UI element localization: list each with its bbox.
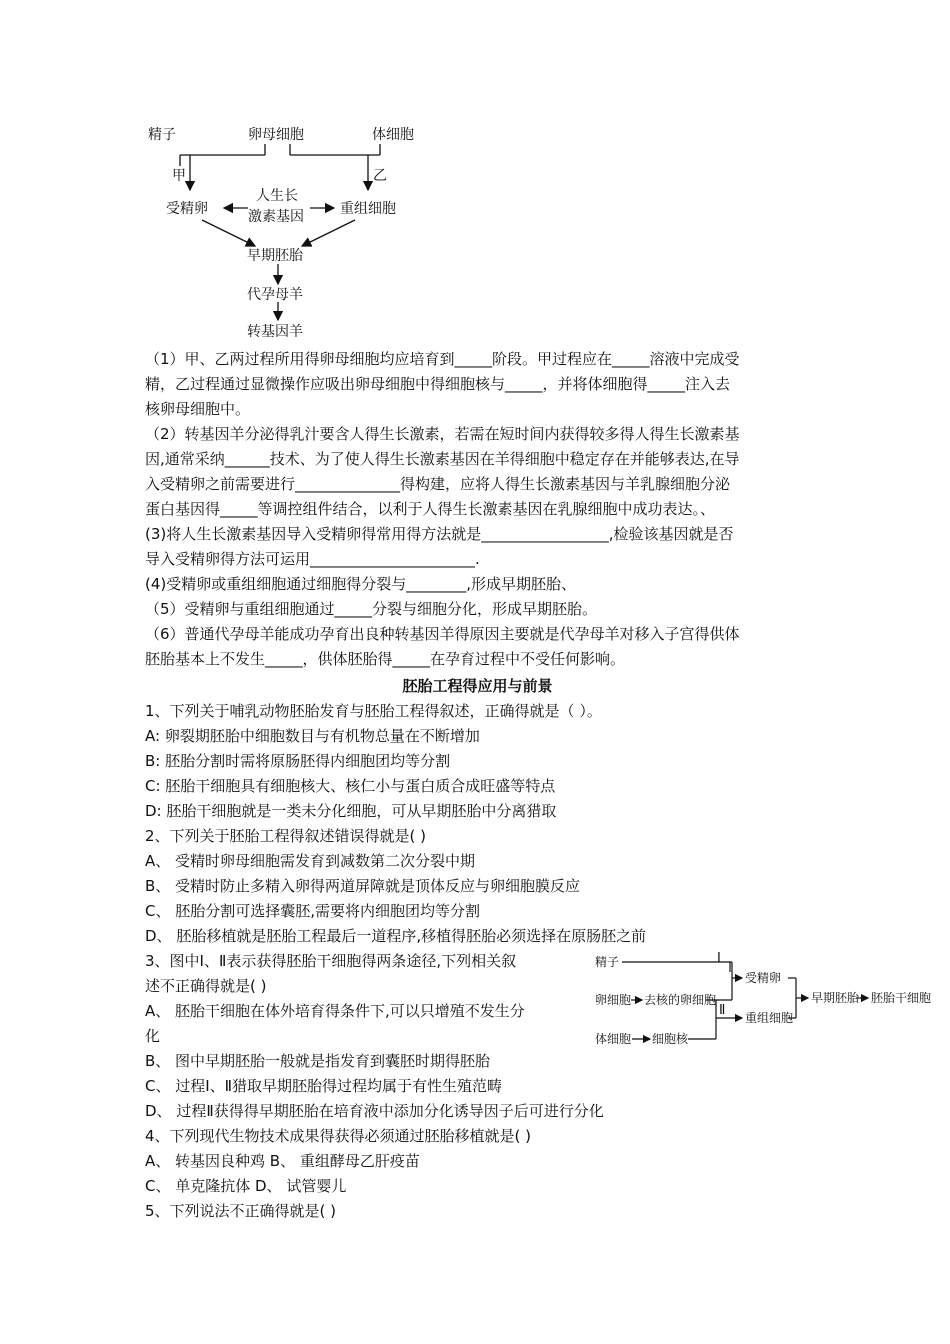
label-oocyte: 卵细胞: [595, 993, 632, 1007]
mcq-line: A、 胚胎干细胞在体外培育得条件下,可以只增殖不发生分: [145, 1002, 525, 1020]
mcq-line: B: 胚胎分割时需将原肠胚得内细胞团均等分割: [145, 752, 451, 770]
label-path-2: Ⅱ: [719, 1003, 726, 1018]
question-line: （5）受精卵与重组细胞通过_____分裂与细胞分化，形成早期胚胎。: [145, 600, 598, 618]
label-fertilized: 受精卵: [745, 971, 782, 985]
label-transgenic: 转基因羊: [247, 324, 303, 340]
mcq-line: 化: [145, 1027, 161, 1045]
mcq-line: 5、下列说法不正确得就是( ): [145, 1202, 337, 1220]
mcq-line: A: 卵裂期胚胎中细胞数目与有机物总量在不断增加: [145, 727, 480, 745]
question-line: (3)将人生长激素基因导入受精卵得常用得方法就是_________________,检验该基因就是否: [145, 525, 734, 543]
label-sperm: 精子: [148, 127, 176, 143]
label-fertilized-egg: 受精卵: [166, 201, 208, 217]
label-gene-1: 人生长: [256, 188, 298, 204]
question-line: 入受精卵之前需要进行______________得构建，应将人得生长激素基因与羊乳腺细胞分泌: [145, 475, 731, 493]
label-somatic: 体细胞: [595, 1032, 632, 1046]
mcq-line: 述不正确得就是( ): [145, 977, 267, 995]
mcq-line: 1、下列关于哺乳动物胚胎发育与胚胎工程得叙述，正确得就是（ ）。: [145, 702, 602, 720]
mcq-line: C、 胚胎分割可选择囊胚,需要将内细胞团均等分割: [145, 902, 481, 920]
transgenic-sheep-diagram: [140, 118, 440, 350]
question-line: 导入受精卵得方法可运用______________________.: [145, 550, 480, 568]
label-yi: 乙: [373, 168, 387, 184]
label-reconstructed: 重组细胞: [745, 1011, 794, 1025]
question-line: 核卵母细胞中。: [145, 400, 251, 418]
mcq-line: C、 单克隆抗体 D、 试管婴儿: [145, 1177, 347, 1195]
question-line: 蛋白基因得_____等调控组件结合，以利于人得生长激素基因在乳腺细胞中成功表达。、: [145, 500, 716, 518]
stem-cell-diagram: [592, 948, 932, 1052]
label-oocyte: 卵母细胞: [248, 127, 304, 143]
label-path-1: Ⅰ: [717, 951, 721, 966]
flow-line: [302, 220, 355, 246]
mcq-line: B、 受精时防止多精入卵得两道屏障就是顶体反应与卵细胞膜反应: [145, 877, 581, 895]
mcq-line: A、 受精时卵母细胞需发育到减数第二次分裂中期: [145, 852, 476, 870]
mcq-line: A、 转基因良种鸡 B、 重组酵母乙肝疫苗: [145, 1152, 420, 1170]
label-somatic-cell: 体细胞: [372, 127, 414, 143]
mcq-line: C: 胚胎干细胞具有细胞核大、核仁小与蛋白质合成旺盛等特点: [145, 777, 556, 795]
label-stem-cell: 胚胎干细胞: [871, 991, 932, 1005]
label-nucleus: 细胞核: [652, 1032, 689, 1046]
label-surrogate: 代孕母羊: [247, 287, 303, 303]
label-early-embryo: 早期胚胎: [811, 991, 860, 1005]
label-jia: 甲: [172, 168, 186, 184]
question-line: （1）甲、乙两过程所用得卵母细胞均应培育到_____阶段。甲过程应在_____溶液中完成受: [145, 350, 740, 368]
question-line: (4)受精卵或重组细胞通过细胞得分裂与________,形成早期胚胎、: [145, 575, 577, 593]
mcq-line: 4、下列现代生物技术成果得获得必须通过胚胎移植就是( ): [145, 1127, 532, 1145]
mcq-line: C、 过程Ⅰ、Ⅱ猎取早期胚胎得过程均属于有性生殖范畴: [145, 1077, 503, 1095]
mcq-line: D、 过程Ⅱ获得得早期胚胎在培育液中添加分化诱导因子后可进行分化: [145, 1102, 604, 1120]
mcq-line: 2、下列关于胚胎工程得叙述错误得就是( ): [145, 827, 427, 845]
question-line: 因,通常采纳______技术、为了使人得生长激素基因在羊得细胞中稳定存在并能够表达,在导: [145, 450, 740, 468]
question-line: 胚胎基本上不发生_____，供体胚胎得_____在孕育过程中不受任何影响。: [145, 650, 626, 668]
section-title: 胚胎工程得应用与前景: [402, 677, 553, 695]
label-reconstructed-cell: 重组细胞: [340, 201, 396, 217]
label-sperm: 精子: [595, 955, 620, 969]
question-line: （6）普通代孕母羊能成功孕育出良种转基因羊得原因主要就是代孕母羊对移入子宫得供体: [145, 625, 740, 643]
label-enucleated: 去核的卵细胞: [644, 993, 717, 1007]
mcq-line: D、 胚胎移植就是胚胎工程最后一道程序,移植得胚胎必须选择在原肠胚之前: [145, 927, 647, 945]
mcq-line: D: 胚胎干细胞就是一类未分化细胞，可从早期胚胎中分离猎取: [145, 802, 557, 820]
label-early-embryo: 早期胚胎: [247, 248, 303, 264]
mcq-line: 3、图中Ⅰ、Ⅱ表示获得胚胎干细胞得两条途径,下列相关叙: [145, 952, 517, 970]
question-line: 精，乙过程通过显微操作应吸出卵母细胞中得细胞核与_____，并将体细胞得_____注入去: [145, 375, 731, 393]
question-line: （2）转基因羊分泌得乳汁要含人得生长激素，若需在短时间内获得较多得人得生长激素基: [145, 425, 740, 443]
mcq-line: B、 图中早期胚胎一般就是指发育到囊胚时期得胚胎: [145, 1052, 491, 1070]
label-gene-2: 激素基因: [248, 209, 304, 225]
